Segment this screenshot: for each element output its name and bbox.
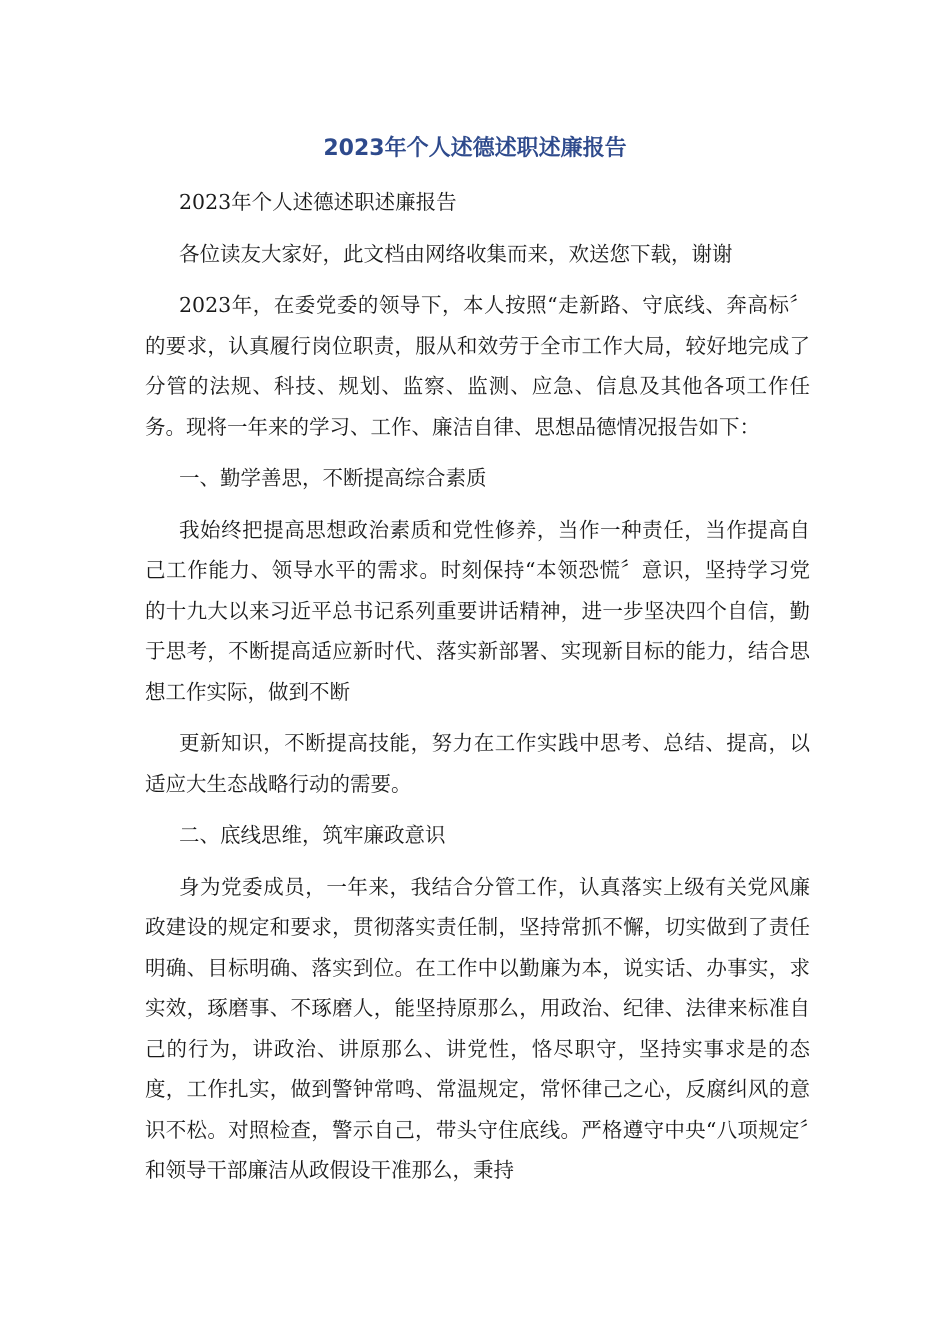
document-body — [145, 182, 810, 1202]
paragraph-integrity: 身为党委成员，一年来，我结合分管工作，认真落实上级有关党风廉政建设的规定和要求，贯彻落实责任制，坚持常抓不懈，切实做到了责任明确、目标明确、落实到位。在工作中以勤廉为本，说实话、办事实，求实效，琢磨事、不琢磨人，能坚持原那么，用政治、纪律、法律来标准自己的行为，讲政治、讲原那么、讲党性，恪尽职守，坚持实事求是的态度，工作扎实，做到警钟常鸣、常温规定，常怀律己之心，反腐纠风的意识不松。对照检查，警示自己，带头守住底线。严格遵守中央“八项规定〞和领导干部廉洁从政假设干准那么，秉持 — [145, 874, 810, 1182]
paragraph-study: 我始终把提高思想政治素质和党性修养，当作一种责任，当作提高自己工作能力、领导水平的需求。时刻保持“本领恐慌〞意识，坚持学习党的十九大以来习近平总书记系列重要讲话精神，进一步坚决四个自信，勤于思考，不断提高适应新时代、落实新部署、实现新目标的能力，结合思想工作实际，做到不断 — [145, 517, 810, 704]
section-heading-2: 二、底线思维，筑牢廉政意识 — [179, 823, 446, 847]
document-title: 2023年个人述德述职述廉报告 — [323, 136, 627, 161]
paragraph-intro: 2023年，在委党委的领导下，本人按照“走新路、守底线、奔高标〞的要求，认真履行岗位职责，服从和效劳于全市工作大局，较好地完成了分管的法规、科技、规划、监察、监测、应急、信息及其他各项工作任务。现将一年来的学习、工作、廉洁自律、思想品德情况报告如下： — [145, 293, 810, 439]
paragraph-subtitle: 2023年个人述德述职述廉报告 — [179, 190, 457, 214]
section-heading-1: 一、勤学善思，不断提高综合素质 — [179, 466, 487, 490]
paragraph-greeting: 各位读友大家好，此文档由网络收集而来，欢送您下载，谢谢 — [179, 241, 733, 266]
paragraph-study-continued: 更新知识，不断提高技能，努力在工作实践中思考、总结、提高，以适应大生态战略行动的需要。 — [145, 731, 810, 796]
